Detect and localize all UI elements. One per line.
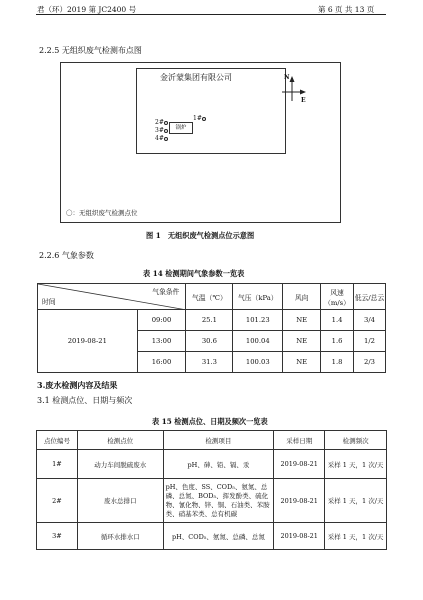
- header-pressure: 气压（kPa）: [233, 284, 283, 310]
- section-2-2-5-heading: 2.2.5 无组织废气检测布点图: [39, 46, 142, 55]
- point-4-label: 4#: [155, 135, 164, 142]
- pressure-cell: 100.03: [233, 352, 283, 373]
- cloud-cell: 3/4: [354, 310, 386, 331]
- point-1: [193, 115, 206, 122]
- point-1-label: 1#: [193, 115, 202, 122]
- monitoring-point-icon: [202, 117, 206, 121]
- north-label: N: [284, 74, 290, 81]
- weather-table: [37, 283, 386, 373]
- sampling-table: [36, 430, 387, 550]
- wind-speed-cell: 1.4: [321, 310, 354, 331]
- point-id-cell: 3#: [37, 523, 78, 550]
- location-cell: 循环水排水口: [77, 523, 163, 550]
- date-cell: 2019-08-21: [274, 523, 325, 550]
- table-14-caption: 表 14 检测期间气象参数一览表: [143, 269, 245, 278]
- header-wind-dir: 风向: [283, 284, 321, 310]
- boiler-box: 锅炉: [169, 122, 193, 134]
- temp-cell: 30.6: [186, 331, 233, 352]
- frequency-cell: 采样 1 天，1 次/天: [325, 523, 387, 550]
- section-3-heading: 3.废水检测内容及结果: [37, 380, 118, 390]
- table-header-row: [37, 431, 387, 450]
- time-cell: 13:00: [137, 331, 186, 352]
- frequency-cell: 采样 1 天，1 次/天: [325, 450, 387, 479]
- figure-legend: 〇：无组织废气检测点位: [66, 209, 138, 217]
- time-cell: 16:00: [137, 352, 186, 373]
- time-cell: 09:00: [137, 310, 186, 331]
- point-id-cell: 1#: [37, 450, 78, 479]
- point-2-label: 2#: [155, 119, 164, 126]
- date-cell: 2019-08-21: [274, 479, 325, 523]
- wind-dir-cell: NE: [283, 331, 321, 352]
- table-row: [37, 479, 387, 523]
- page-number: 第 6 页 共 13 页: [318, 5, 375, 14]
- point-4: [155, 135, 168, 142]
- table-row: [38, 310, 386, 331]
- section-3-1-heading: 3.1 检测点位、日期与频次: [37, 396, 133, 405]
- corner-bottom-label: 时间: [42, 298, 56, 306]
- east-label: E: [301, 97, 306, 104]
- monitoring-point-icon: [164, 121, 168, 125]
- figure-caption: 图 1 无组织废气检测点位示意图: [146, 231, 255, 240]
- header-items: 检测项目: [163, 431, 274, 450]
- wind-dir-cell: NE: [283, 310, 321, 331]
- location-cell: 动力车间脱硫废水: [77, 450, 163, 479]
- table-corner-cell: [38, 284, 186, 310]
- cloud-cell: 2/3: [354, 352, 386, 373]
- monitoring-point-icon: [164, 129, 168, 133]
- monitoring-point-icon: [164, 137, 168, 141]
- items-cell: pH、COD₅、氨氮、总磷、总氮: [163, 523, 274, 550]
- date-cell: 2019-08-21: [274, 450, 325, 479]
- items-cell: pH、色度、SS、COD₅、氨氮、总磷、总氮、BOD₅、挥发酚类、硫化物、氰化物、锌、铜、石油类、苯胺类、硝基苯类、总有机碳: [163, 479, 274, 523]
- point-2: [155, 119, 168, 126]
- table-15-caption: 表 15 检测点位、日期及频次一览表: [152, 417, 268, 426]
- header-divider: [36, 14, 386, 15]
- items-cell: pH、砷、铅、镉、汞: [163, 450, 274, 479]
- header-point-id: 点位编号: [37, 431, 78, 450]
- table-row: [37, 523, 387, 550]
- company-name: 金沂蒙集团有限公司: [160, 73, 232, 82]
- temp-cell: 25.1: [186, 310, 233, 331]
- pressure-cell: 101.23: [233, 310, 283, 331]
- pressure-cell: 100.04: [233, 331, 283, 352]
- wind-speed-cell: 1.8: [321, 352, 354, 373]
- table-header-row: [38, 284, 386, 310]
- point-3: [155, 127, 168, 134]
- report-number: 君（环）2019 第 JC2400 号: [37, 5, 137, 14]
- table-row: [37, 450, 387, 479]
- header-date: 采样日期: [274, 431, 325, 450]
- corner-top-label: 气象条件: [152, 288, 180, 296]
- header-frequency: 检测频次: [325, 431, 387, 450]
- header-cloud: 低云/总云: [354, 284, 386, 310]
- cloud-cell: 1/2: [354, 331, 386, 352]
- wind-speed-cell: 1.6: [321, 331, 354, 352]
- header-location: 检测点位: [77, 431, 163, 450]
- frequency-cell: 采样 1 天，1 次/天: [325, 479, 387, 523]
- date-cell: 2019-08-21: [38, 310, 138, 373]
- location-cell: 废水总排口: [77, 479, 163, 523]
- header-wind-speed: 风速（m/s）: [321, 284, 354, 310]
- wind-dir-cell: NE: [283, 352, 321, 373]
- temp-cell: 31.3: [186, 352, 233, 373]
- header-temp: 气温（℃）: [186, 284, 233, 310]
- point-3-label: 3#: [155, 127, 164, 134]
- point-id-cell: 2#: [37, 479, 78, 523]
- section-2-2-6-heading: 2.2.6 气象参数: [39, 251, 94, 260]
